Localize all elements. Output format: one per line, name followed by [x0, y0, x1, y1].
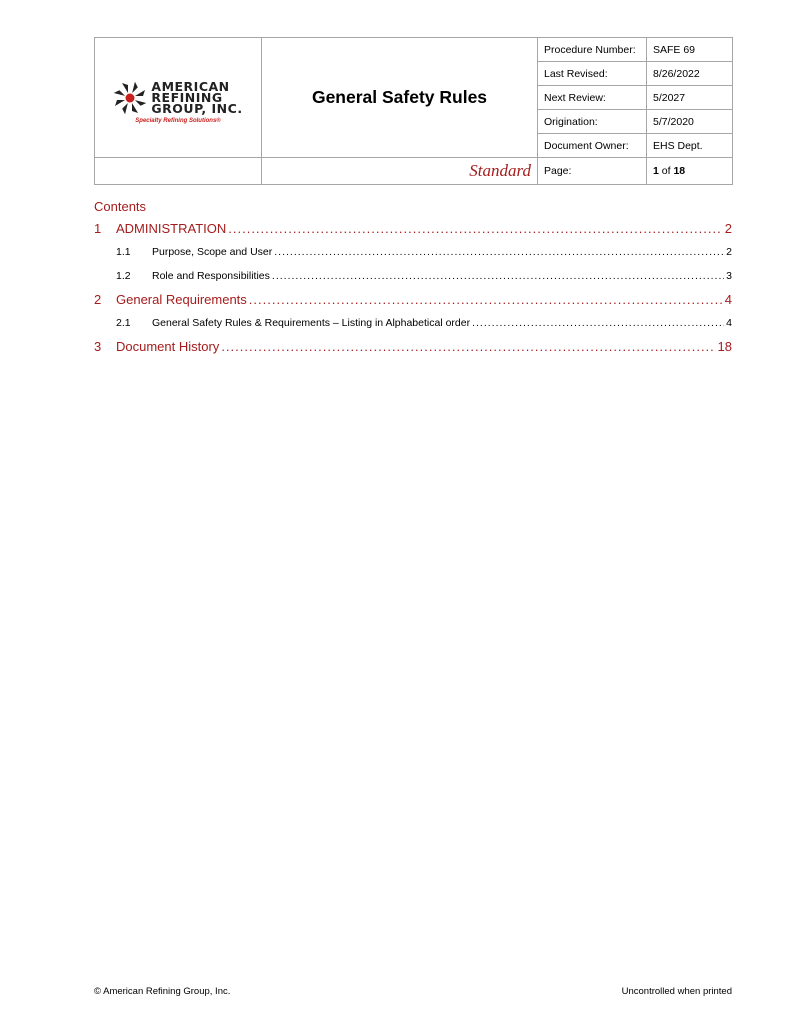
logo-line-1: AMERICAN [151, 79, 230, 94]
toc-entry-title: General Requirements [116, 292, 247, 307]
field-label-document-owner: Document Owner: [538, 134, 647, 158]
logo-line-2: REFINING [151, 90, 223, 105]
toc-entry-number: 2 [94, 292, 102, 307]
document-title: General Safety Rules [262, 38, 538, 158]
toc-entry-title: Role and Responsibilities [152, 270, 270, 282]
toc-entry-number: 3 [94, 339, 102, 354]
toc-entry-administration[interactable] [94, 217, 732, 240]
toc-entry-page: 3 [726, 270, 732, 282]
toc-dot-leader [274, 240, 724, 264]
toc-entry-title: General Safety Rules & Requirements – Listing in Alphabetical order [152, 317, 471, 329]
toc-entry-number: 1.1 [116, 246, 131, 258]
page-of: of [661, 165, 671, 177]
toc-entry-page: 4 [726, 317, 732, 329]
toc-entry-role-responsibilities[interactable] [94, 264, 732, 288]
page-total: 18 [673, 165, 686, 177]
toc-dot-leader [228, 217, 723, 240]
toc-entry-purpose-scope-user[interactable] [94, 240, 732, 264]
field-label-next-review: Next Review: [538, 86, 647, 110]
table-of-contents [94, 197, 732, 358]
page-current: 1 [653, 165, 659, 177]
logo-line-3: GROUP, INC. [151, 101, 243, 116]
toc-entry-page: 4 [724, 292, 732, 307]
field-value-document-owner: EHS Dept. [647, 134, 733, 158]
toc-dot-leader [221, 335, 715, 358]
toc-entry-number: 2.1 [116, 317, 131, 329]
toc-entry-title: ADMINISTRATION [116, 221, 227, 236]
document-type: Standard [262, 158, 538, 185]
toc-entry-document-history[interactable] [94, 335, 732, 358]
logo-tagline: Specialty Refining Solutions® [135, 117, 221, 124]
toc-entry-number: 1.2 [116, 270, 131, 282]
toc-dot-leader [472, 311, 724, 335]
field-label-last-revised: Last Revised: [538, 62, 647, 86]
toc-entry-title: Document History [116, 339, 220, 354]
logo-cell [95, 38, 262, 158]
toc-heading: Contents [94, 199, 147, 214]
document-header-table [94, 37, 733, 185]
field-value-last-revised: 8/26/2022 [647, 62, 733, 86]
field-label-page: Page: [538, 158, 647, 185]
toc-entry-title: Purpose, Scope and User [152, 246, 273, 258]
field-label-procedure-number: Procedure Number: [538, 38, 647, 62]
footer-copyright: © American Refining Group, Inc. [94, 986, 231, 997]
toc-entry-page: 2 [724, 221, 732, 236]
toc-dot-leader [249, 288, 723, 311]
field-value-origination: 5/7/2020 [647, 110, 733, 134]
toc-entry-safety-rules-listing[interactable] [94, 311, 732, 335]
blank-cell [95, 158, 262, 185]
pinwheel-logo-icon [113, 81, 147, 115]
toc-entry-number: 1 [94, 221, 102, 236]
logo-wordmark [151, 81, 242, 114]
field-label-origination: Origination: [538, 110, 647, 134]
field-value-page [647, 158, 733, 185]
toc-dot-leader [272, 264, 724, 288]
company-logo [95, 63, 261, 133]
toc-entry-general-requirements[interactable] [94, 288, 732, 311]
toc-entry-page: 2 [726, 246, 732, 258]
field-value-procedure-number: SAFE 69 [647, 38, 733, 62]
toc-entry-page: 18 [717, 339, 732, 354]
field-value-next-review: 5/2027 [647, 86, 733, 110]
footer-uncontrolled-notice: Uncontrolled when printed [621, 986, 732, 997]
